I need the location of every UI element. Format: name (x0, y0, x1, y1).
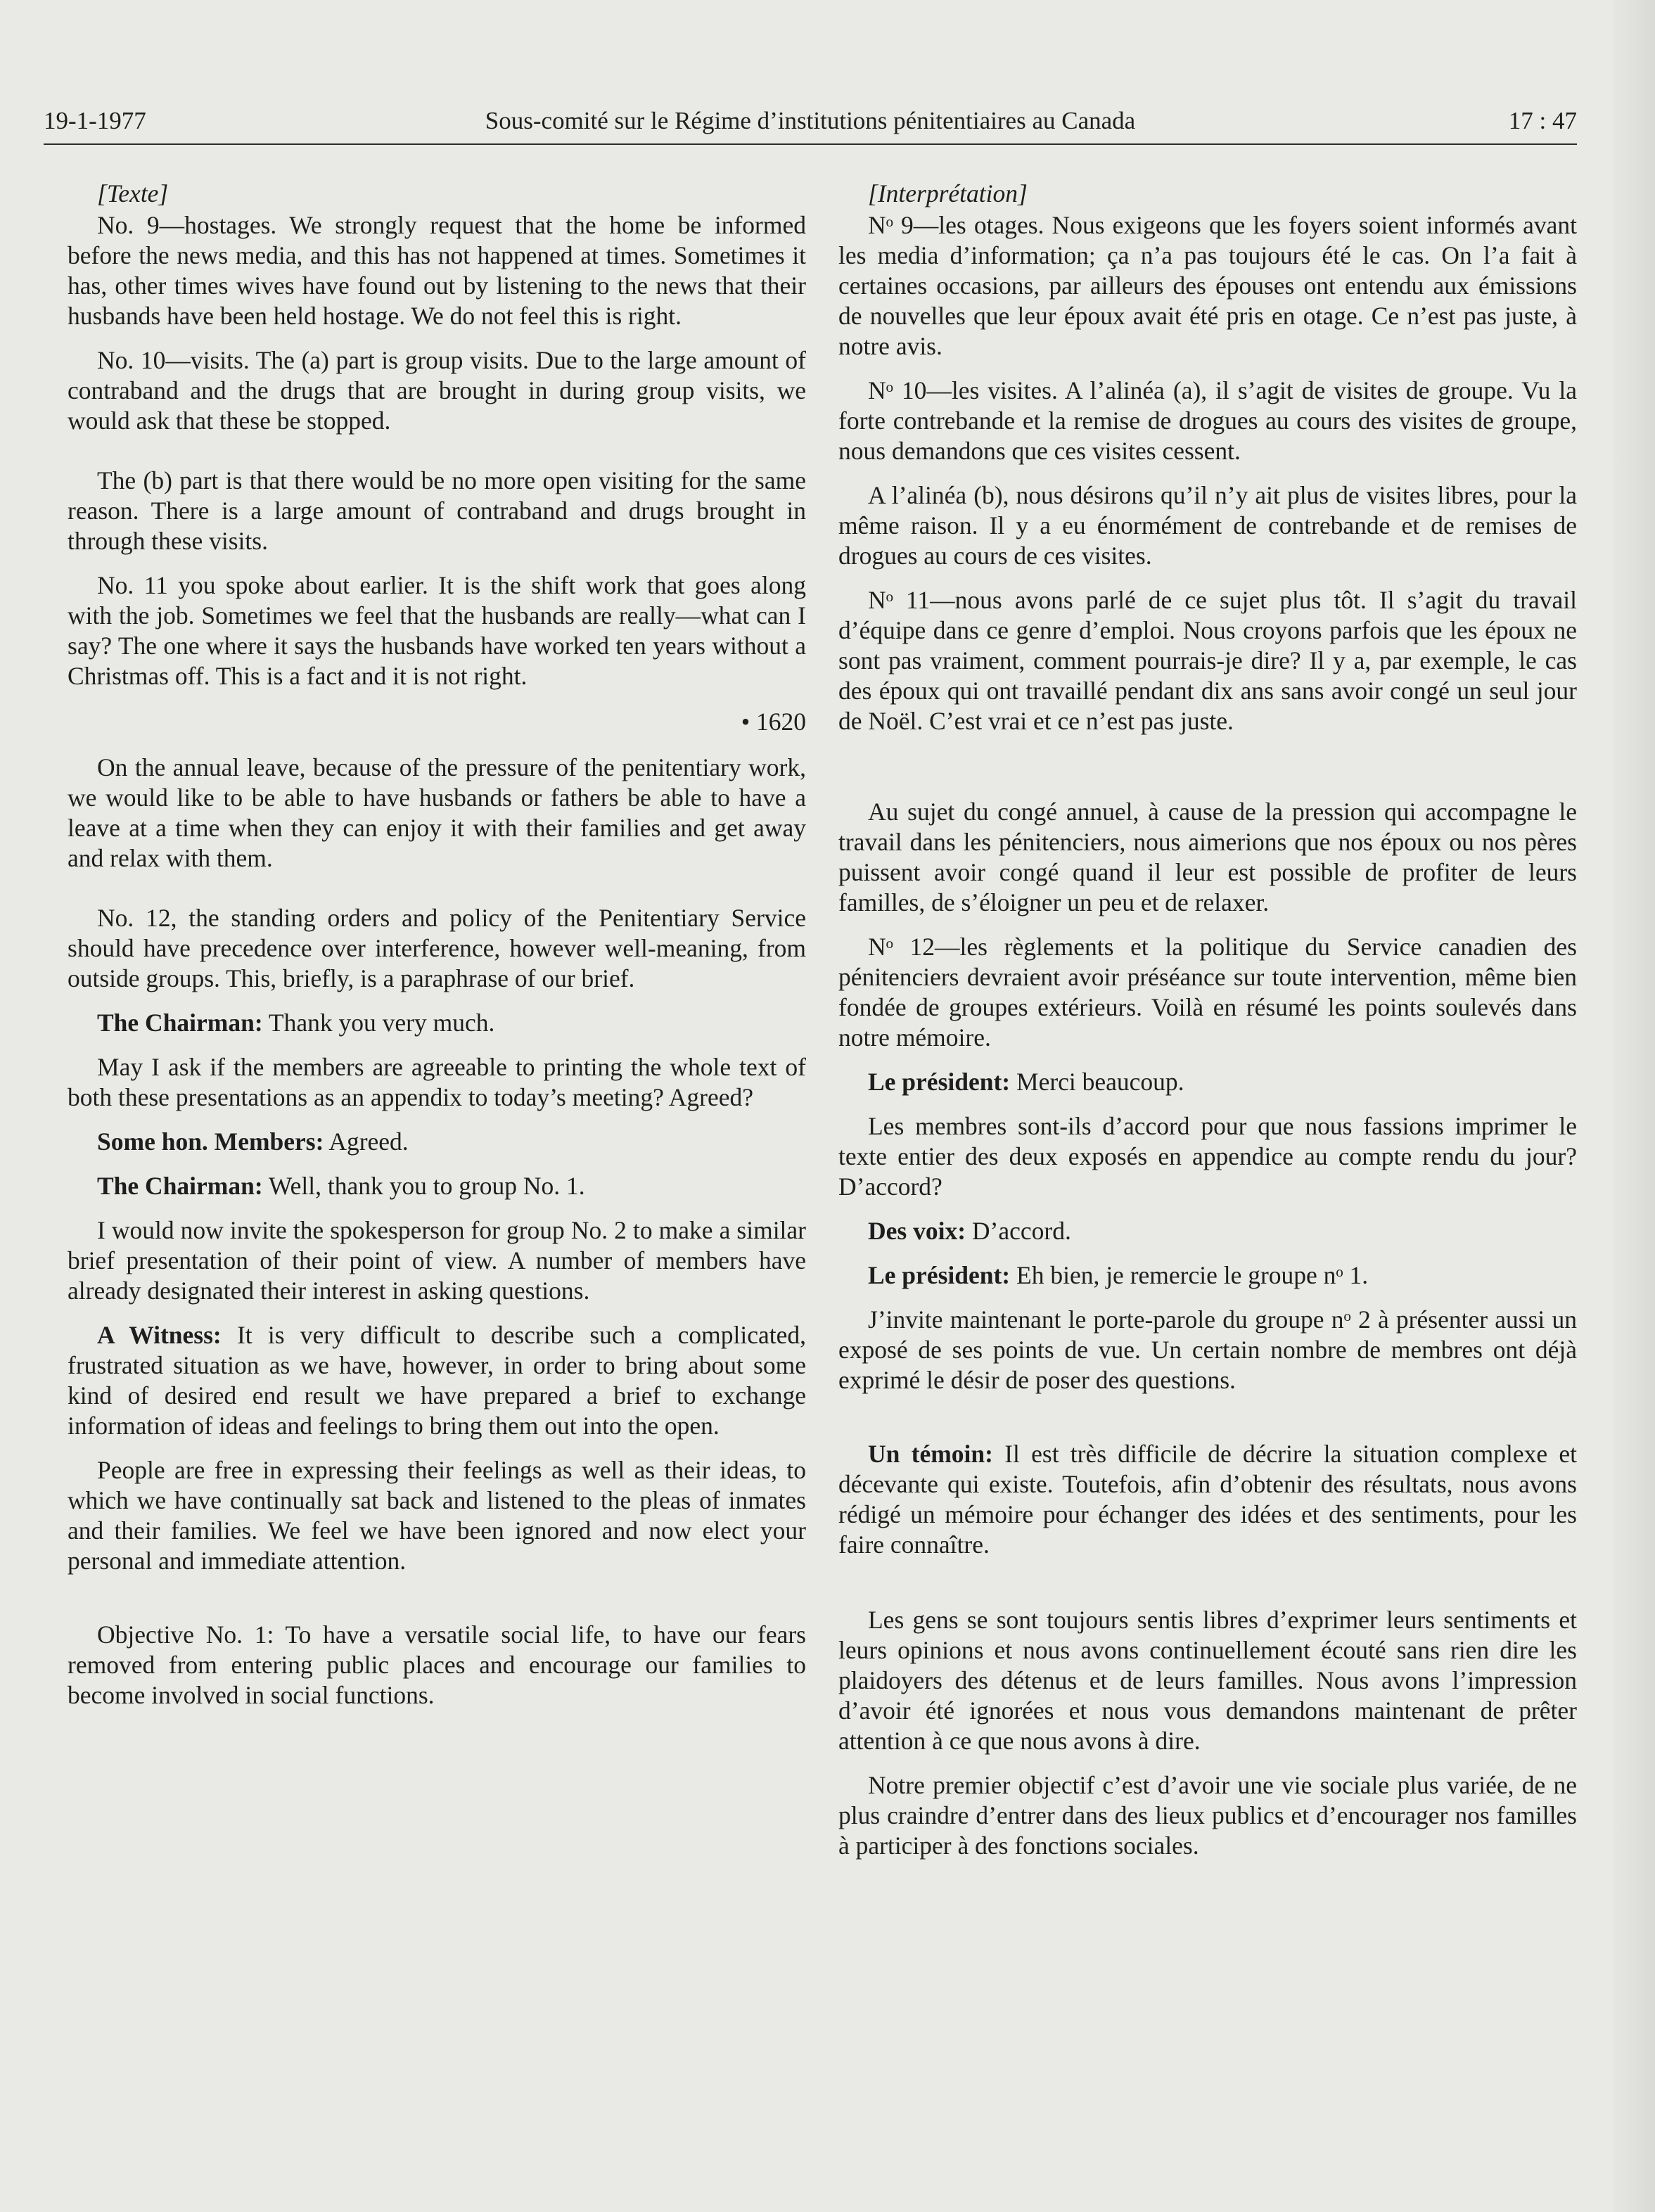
paragraph-objective-1: Objective No. 1: To have a versatile social life, to have our fears removed from entering public places and encourage our families to become involved in social functions. (68, 1620, 806, 1709)
paragraph-item-12: Nᵒ 12—les règlements et la politique du Service canadien des pénitenciers devraient avoir préséance sur toute intervention, même bien fondée de groupes extérieurs. Voilà en résumé les points soulevés dans notre mémoire. (838, 933, 1577, 1051)
page-edge (1613, 0, 1655, 2212)
paragraph-item-9: Nᵒ 9—les otages. Nous exigeons que les foyers soient informés avant les media d’information; ça n’a pas toujours été le cas. On l’a fait à certaines occasions, par ailleurs des épouses ont entendu aux émissions de nouvelles que leur époux avait été pris en otage. Ce n’est pas juste, à notre avis. (838, 211, 1577, 360)
speech-text: D’accord. (966, 1217, 1071, 1245)
speech-chairman-1 (68, 1008, 806, 1038)
paragraph-item-10b: The (b) part is that there would be no more open visiting for the same reason. There is a large amount of contraband and drugs brought in through these visits. (68, 466, 806, 555)
paragraph-item-10: Nᵒ 10—les visites. A l’alinéa (a), il s’agit de visites de groupe. Vu la forte contrebande et la remise de drogues au cours des visites de groupe, nous demandons que ces visites cessent. (838, 376, 1577, 465)
speech-members (68, 1127, 806, 1157)
speech-chairman-1 (838, 1067, 1577, 1097)
paragraph-item-11: Nᵒ 11—nous avons parlé de ce sujet plus tôt. Il s’agit du travail d’équipe dans ce genre d’emploi. Nous croyons parfois que les époux ne sont pas vraiment, comment pourrais-je dire? Il y a, par exemple, le cas des époux qui ont travaillé pendant dix ans sans avoir congé un seul jour de Noël. C’est vrai et ce n’est pas juste. (838, 586, 1577, 735)
header-date: 19-1-1977 (44, 107, 146, 134)
speaker-name: Some hon. Members: (97, 1127, 324, 1156)
interpretation-label: [Interprétation] (868, 179, 1028, 207)
french-column (838, 179, 1577, 1861)
text-label: [Texte] (97, 179, 169, 207)
speech-text: Il est très difficile de décrire la situation complexe et décevante qui existe. Toutefois, afin d’obtenir des résultats, nous avons rédigé un mémoire pour échanger des idées et des sentiments, pour les faire connaître. (838, 1440, 1577, 1559)
paragraph-invite-group-2: J’invite maintenant le porte-parole du groupe nᵒ 2 à présenter aussi un exposé de ses points de vue. Un certain nombre de membres ont déjà exprimé le désir de poser des questions. (838, 1305, 1577, 1394)
header-title: Sous-comité sur le Régime d’institutions pénitentiaires au Canada (485, 107, 1136, 134)
speech-text: Eh bien, je remercie le groupe nᵒ 1. (1010, 1261, 1369, 1289)
running-header (44, 104, 1577, 145)
paragraph-item-12: No. 12, the standing orders and policy of the Penitentiary Service should have precedence over interference, however well-meaning, from outside groups. This, briefly, is a paraphrase of our brief. (68, 904, 806, 992)
speech-members (838, 1216, 1577, 1246)
english-column (68, 179, 806, 1711)
paragraph-invite-group-2: I would now invite the spokesperson for group No. 2 to make a similar brief presentation of their point of view. A number of members have already designated their interest in asking questions. (68, 1216, 806, 1305)
paragraph-objective-1: Notre premier objectif c’est d’avoir une vie sociale plus variée, de ne plus craindre d’entrer dans des lieux publics et d’encourager nos familles à participer à des fonctions sociales. (838, 1771, 1577, 1860)
paragraph-appendix-request: May I ask if the members are agreeable to printing the whole text of both these presentations as an appendix to today’s meeting? Agreed? (68, 1053, 806, 1111)
speech-text: Thank you very much. (262, 1009, 495, 1037)
paragraph-item-10: No. 10—visits. The (a) part is group visits. Due to the large amount of contraband and the drugs that are brought in during group visits, we would ask that these be stopped. (68, 346, 806, 435)
speaker-name: The Chairman: (97, 1009, 263, 1037)
speech-text: Well, thank you to group No. 1. (262, 1172, 585, 1200)
speaker-name: Le président: (868, 1068, 1011, 1096)
paragraph-item-9: No. 9—hostages. We strongly request that the home be informed before the news media, and this has not happened at times. Sometimes it has, other times wives have found out by listening to the news that their husbands have been held hostage. We do not feel this is right. (68, 211, 806, 330)
paragraph-annual-leave: On the annual leave, because of the pressure of the penitentiary work, we would like to be able to have husbands or fathers be able to have a leave at a time when they can enjoy it with their families and get away and relax with them. (68, 753, 806, 872)
speaker-name: Un témoin: (868, 1440, 993, 1468)
speech-text: Merci beaucoup. (1010, 1068, 1184, 1096)
time-marker: • 1620 (741, 708, 806, 736)
speaker-name: The Chairman: (97, 1172, 263, 1200)
speaker-name: A Witness: (97, 1321, 222, 1349)
speech-chairman-2 (838, 1260, 1577, 1291)
speaker-name: Le président: (868, 1261, 1011, 1289)
speech-text: It is very difficult to describe such a complicated, frustrated situation as we have, however, in order to bring about some kind of desired end result we have prepared a brief to exchange information of ideas and feelings to bring them out into the open. (68, 1321, 806, 1440)
speaker-name: Des voix: (868, 1217, 966, 1245)
speech-chairman-2 (68, 1171, 806, 1201)
paragraph-feelings: Les gens se sont toujours sentis libres d’exprimer leurs sentiments et leurs opinions et nous avons continuellement écouté sans rien dire les plaidoyers des détenus et de leurs familles. Nous avons l’impression d’avoir été ignorées et nous vous demandons maintenant de prêter attention à ce que nous avons à dire. (838, 1606, 1577, 1755)
paragraph-item-11: No. 11 you spoke about earlier. It is the shift work that goes along with the job. Sometimes we feel that the husbands are really—what can I say? The one where it says the husbands have worked ten years without a Christmas off. This is a fact and it is not right. (68, 571, 806, 690)
paragraph-feelings: People are free in expressing their feelings as well as their ideas, to which we have continually sat back and listened to the pleas of inmates and their families. We feel we have been ignored and now elect your personal and immediate attention. (68, 1456, 806, 1575)
header-page-number: 17 : 47 (1508, 107, 1577, 134)
speech-text: Agreed. (324, 1127, 409, 1156)
paragraph-annual-leave: Au sujet du congé annuel, à cause de la pression qui accompagne le travail dans les pénitenciers, nous aimerions que nos époux ou nos pères puissent avoir congé quand il leur est possible de profiter de leurs familles, de s’éloigner un peu et de relaxer. (838, 798, 1577, 916)
paragraph-item-10b: A l’alinéa (b), nous désirons qu’il n’y ait plus de visites libres, pour la même raison. Il y a eu énormément de contrebande et de remises de drogues au cours de ces visites. (838, 481, 1577, 570)
speech-witness (68, 1320, 806, 1441)
paragraph-appendix-request: Les membres sont-ils d’accord pour que nous fassions imprimer le texte entier des deux exposés en appendice au compte rendu du jour? D’accord? (838, 1112, 1577, 1201)
speech-witness (838, 1439, 1577, 1560)
